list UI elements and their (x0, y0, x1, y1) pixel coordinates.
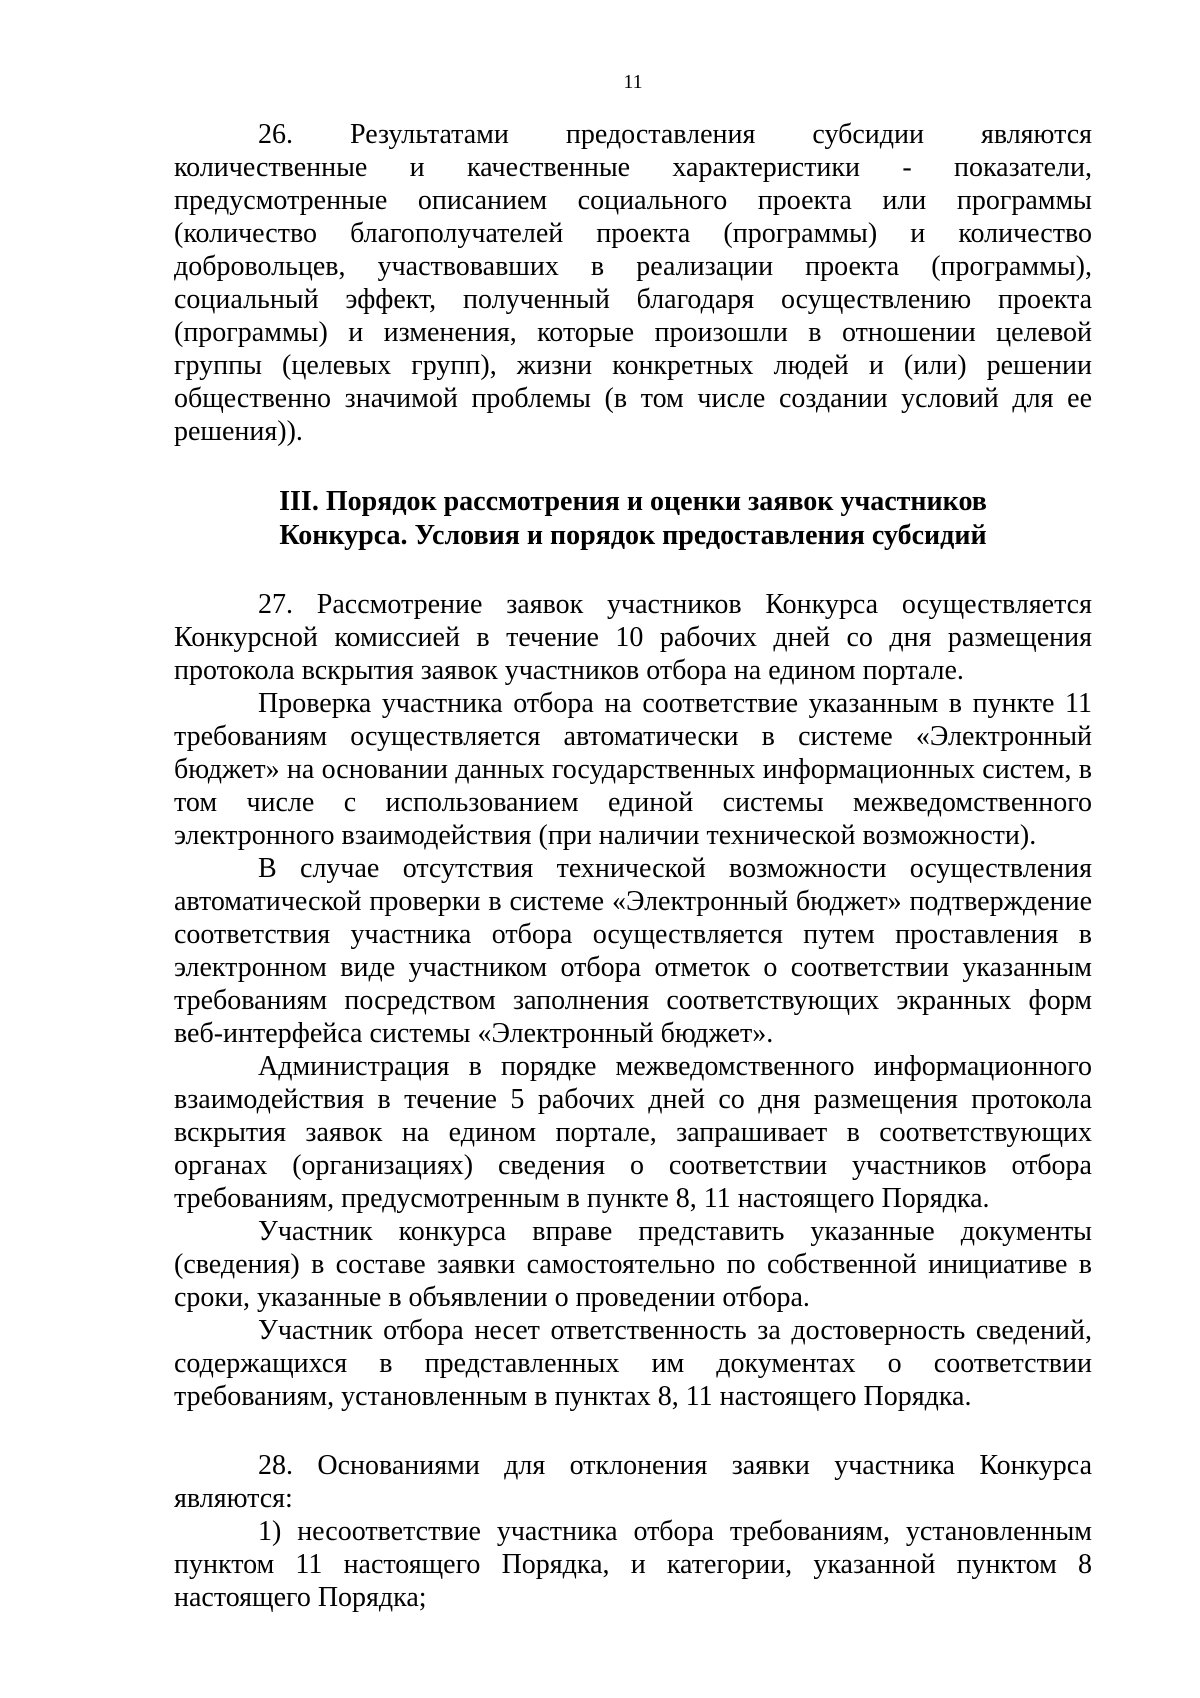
section-heading-line-1: III. Порядок рассмотрения и оценки заявок участников (279, 486, 987, 517)
paragraph-27-check: Проверка участника отбора на соответствие указанным в пункте 11 требованиям осуществляется автоматически в системе «Электронный бюджет» на основании данных государственных информационных систем, в том числе с использованием единой системы межведомственного электронного взаимодействия (при наличии технической возможности). (174, 688, 1092, 851)
paragraph-27-participant-right: Участник конкурса вправе представить указанные документы (сведения) в составе заявки самостоятельно по собственной инициативе в сроки, указанные в объявлении о проведении отбора. (174, 1216, 1092, 1313)
paragraph-28-item-1: 1) несоответствие участника отбора требованиям, установленным пунктом 11 настоящего Порядка, и категории, указанной пунктом 8 настоящего Порядка; (174, 1516, 1092, 1613)
document-page (174, 70, 1092, 1614)
paragraph-26: 26. Результатами предоставления субсидии являются количественные и качественные характеристики - показатели, предусмотренные описанием социального проекта или программы (количество благополучателей проекта (программы) и количество добровольцев, участвовавших в реализации проекта (программы), социальный эффект, полученный благодаря осуществлению проекта (программы) и изменения, которые произошли в отношении целевой группы (целевых групп), жизни конкретных людей и (или) решении общественно значимой проблемы (в том числе создании условий для ее решения)). (174, 119, 1092, 447)
page-number: 11 (623, 71, 643, 93)
paragraph-28: 28. Основаниями для отклонения заявки участника Конкурса являются: (174, 1450, 1092, 1514)
paragraph-27: 27. Рассмотрение заявок участников Конкурса осуществляется Конкурсной комиссией в течение 10 рабочих дней со дня размещения протокола вскрытия заявок участников отбора на едином портале. (174, 589, 1092, 686)
paragraph-27-responsibility: Участник отбора несет ответственность за достоверность сведений, содержащихся в представленных им документах о соответствии требованиям, установленным в пунктах 8, 11 настоящего Порядка. (174, 1315, 1092, 1412)
section-heading (174, 485, 1092, 553)
section-heading-line-2: Конкурса. Условия и порядок предоставления субсидий (279, 520, 987, 551)
paragraph-27-absence: В случае отсутствия технической возможности осуществления автоматической проверки в системе «Электронный бюджет» подтверждение соответствия участника отбора осуществляется путем проставления в электронном виде участником отбора отметок о соответствии указанным требованиям посредством заполнения соответствующих экранных форм веб-интерфейса системы «Электронный бюджет». (174, 853, 1092, 1049)
paragraph-27-admin: Администрация в порядке межведомственного информационного взаимодействия в течение 5 рабочих дней со дня размещения протокола вскрытия заявок на едином портале, запрашивает в соответствующих органах (организациях) сведения о соответствии участников отбора требованиям, предусмотренным в пункте 8, 11 настоящего Порядка. (174, 1051, 1092, 1214)
